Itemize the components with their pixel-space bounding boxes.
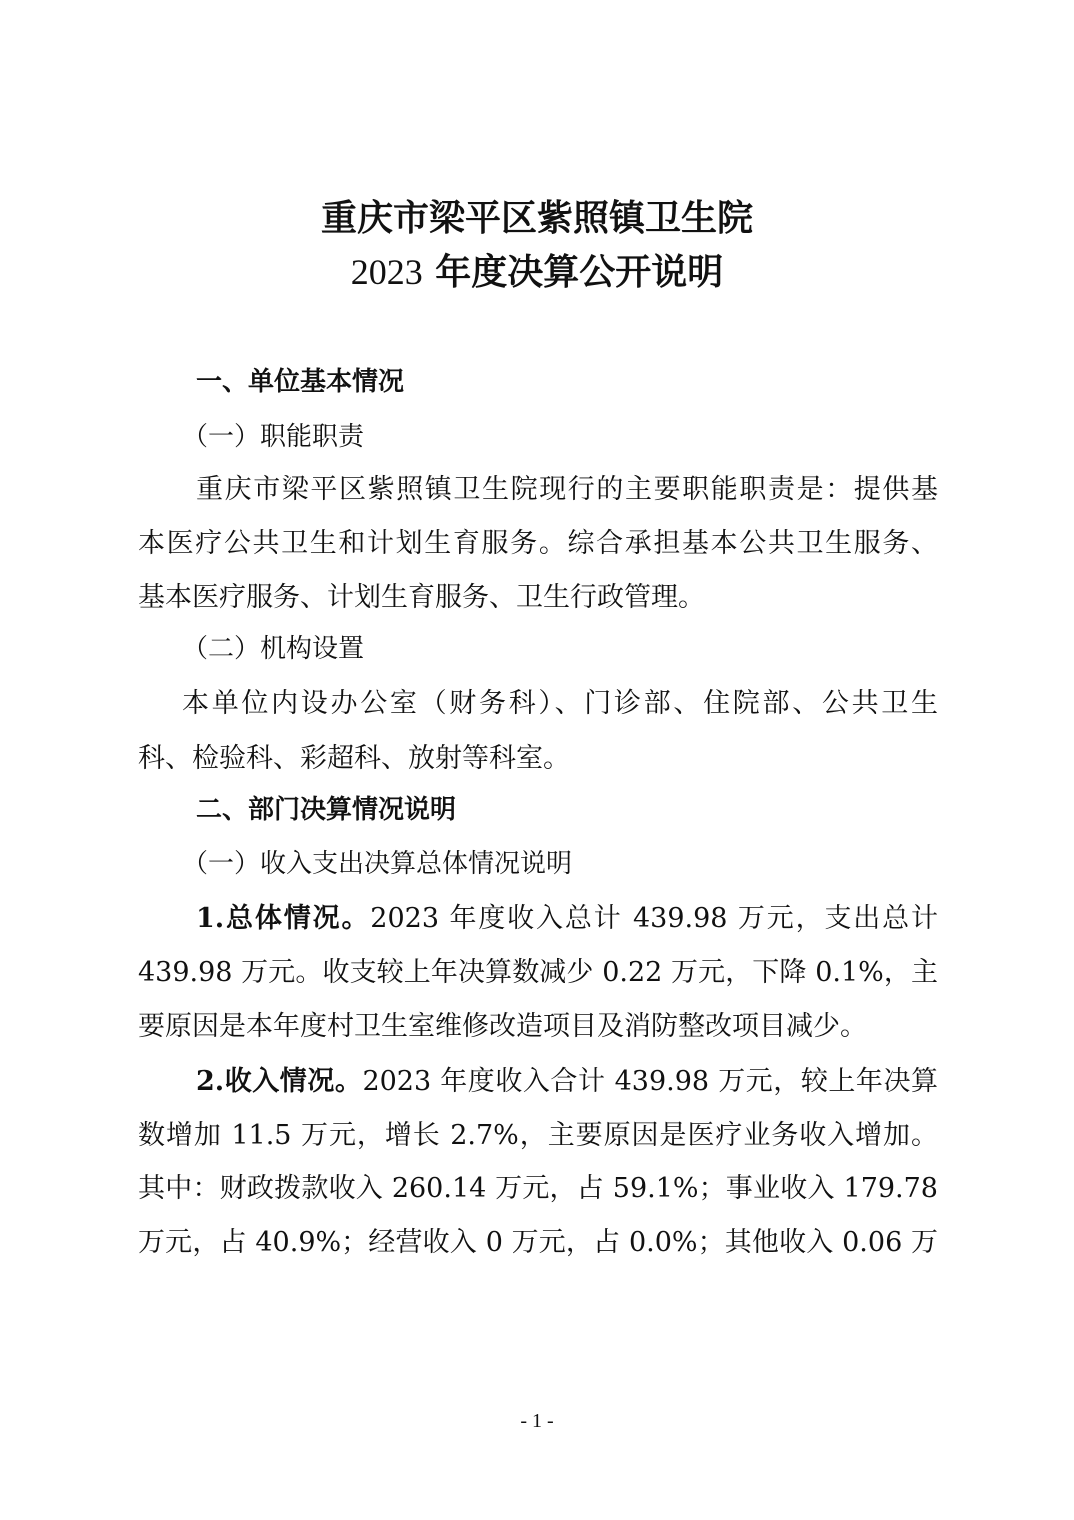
paragraph-4-label: 2.收入情况。 — [196, 1066, 363, 1097]
paragraph-1-line-2: 本医疗公共卫生和计划生育服务。综合承担基本公共卫生服务、 — [138, 528, 938, 559]
page-number: - 1 - — [520, 1410, 554, 1432]
paragraph-3-line-1 — [196, 905, 938, 932]
section-1-sub-1: （一）职能职责 — [182, 422, 365, 452]
paragraph-3-line-1-text: 2023 年度收入总计 439.98 万元，支出总计 — [370, 903, 938, 934]
paragraph-3-label: 1.总体情况。 — [196, 903, 371, 934]
title-text: 年度决算公开说明 — [435, 251, 724, 293]
paragraph-4-line-2: 数增加 11.5 万元，增长 2.7%，主要原因是医疗业务收入增加。 — [138, 1120, 938, 1151]
paragraph-1-line-1: 重庆市梁平区紫照镇卫生院现行的主要职能职责是：提供基 — [196, 474, 938, 505]
paragraph-2-line-2: 科、检验科、彩超科、放射等科室。 — [138, 743, 570, 774]
section-2-sub-1: （一）收入支出决算总体情况说明 — [182, 849, 573, 879]
paragraph-1-line-3: 基本医疗服务、计划生育服务、卫生行政管理。 — [138, 582, 705, 613]
paragraph-4-line-3: 其中：财政拨款收入 260.14 万元，占 59.1%；事业收入 179.78 — [138, 1173, 938, 1204]
section-1-sub-2: （二）机构设置 — [182, 634, 365, 664]
paragraph-4-line-4: 万元，占 40.9%；经营收入 0 万元，占 0.0%；其他收入 0.06 万 — [138, 1227, 938, 1258]
paragraph-3-line-2: 439.98 万元。收支较上年决算数减少 0.22 万元，下降 0.1%，主 — [138, 957, 938, 988]
paragraph-3-line-3: 要原因是本年度村卫生室维修改造项目及消防整改项目减少。 — [138, 1011, 867, 1042]
document-title-line2 — [0, 251, 1074, 293]
title-year: 2023 — [350, 252, 423, 292]
paragraph-4-line-1-text: 2023 年度收入合计 439.98 万元，较上年决算 — [362, 1066, 939, 1097]
section-2-heading: 二、部门决算情况说明 — [196, 795, 457, 825]
section-1-heading: 一、单位基本情况 — [196, 367, 405, 397]
paragraph-2-line-1: 本单位内设办公室（财务科）、门诊部、住院部、公共卫生 — [182, 688, 938, 719]
paragraph-4-line-1 — [196, 1068, 938, 1095]
document-title-line1: 重庆市梁平区紫照镇卫生院 — [320, 197, 753, 239]
